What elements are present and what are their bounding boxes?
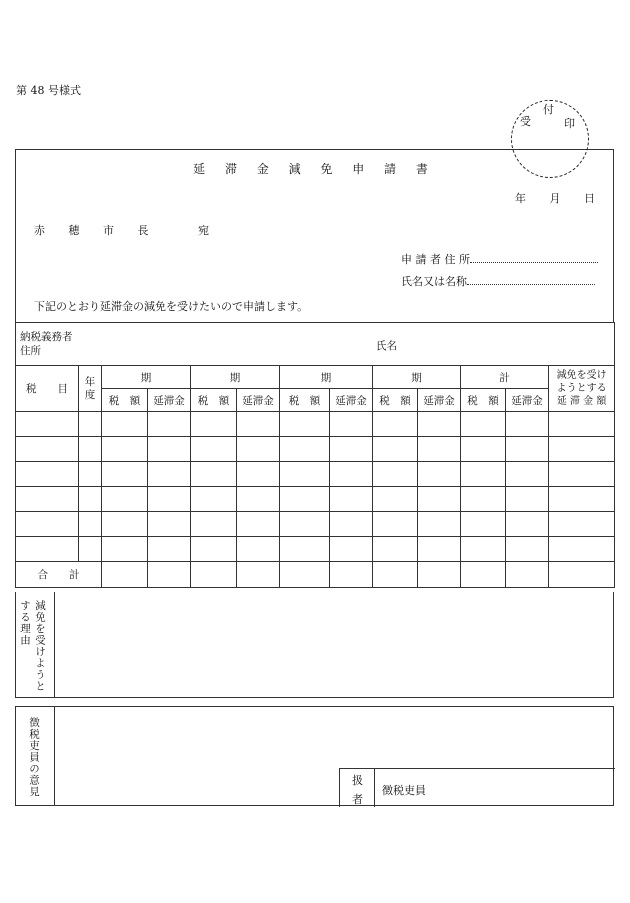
tax-amount-header: 税 額 (191, 389, 237, 412)
late-fee-header: 延滞金 (330, 389, 373, 412)
table-cell[interactable] (330, 537, 373, 562)
late-fee-header: 延滞金 (237, 389, 280, 412)
table-row (16, 537, 615, 562)
late-fee-header: 延滞金 (148, 389, 191, 412)
table-cell[interactable] (330, 437, 373, 462)
table-cell[interactable] (79, 487, 102, 512)
exemption-reason-label: 減免を受けようとする理由 (19, 600, 46, 692)
table-cell[interactable] (237, 487, 280, 512)
applicant-address-label: 申 請 者 住 所 (401, 253, 470, 266)
table-cell[interactable] (102, 562, 148, 588)
taxpayer-label: 納税義務者 (20, 331, 73, 343)
table-cell[interactable] (549, 462, 615, 487)
addressee-char: 長 (137, 224, 149, 237)
taxpayer-info[interactable] (16, 323, 615, 366)
table-cell[interactable] (280, 437, 330, 462)
addressee-char: 穂 (68, 224, 80, 237)
table-cell[interactable] (506, 537, 549, 562)
taxpayer-name-label: 氏名 (376, 340, 397, 352)
table-cell[interactable] (373, 412, 418, 437)
table-cell[interactable] (79, 512, 102, 537)
year-header-char: 年 (84, 375, 96, 388)
period-header: 期 (373, 366, 461, 389)
table-cell[interactable] (148, 412, 191, 437)
table-cell[interactable] (418, 512, 461, 537)
table-cell[interactable] (148, 487, 191, 512)
period-header: 期 (191, 366, 280, 389)
table-cell[interactable] (280, 412, 330, 437)
table-cell[interactable] (549, 437, 615, 462)
table-cell[interactable] (373, 512, 418, 537)
table-cell[interactable] (549, 537, 615, 562)
table-cell[interactable] (148, 512, 191, 537)
period-header: 期 (280, 366, 373, 389)
exemption-reason-label-cell (16, 592, 55, 697)
applicant-name-input[interactable] (467, 274, 595, 285)
table-cell[interactable] (418, 412, 461, 437)
table-cell[interactable] (549, 487, 615, 512)
tax-amount-header: 税 額 (373, 389, 418, 412)
table-cell[interactable] (191, 462, 237, 487)
table-cell[interactable] (16, 487, 79, 512)
table-cell[interactable] (16, 437, 79, 462)
table-cell[interactable] (461, 462, 506, 487)
exemption-reason-section (15, 592, 614, 698)
table-cell[interactable] (79, 437, 102, 462)
table-cell[interactable] (191, 512, 237, 537)
table-cell[interactable] (330, 512, 373, 537)
table-cell[interactable] (280, 562, 330, 588)
late-fee-table (15, 322, 615, 588)
applicant-name-label: 氏名又は名称 (401, 275, 467, 288)
addressee-char: 市 (103, 224, 114, 237)
table-cell[interactable] (506, 462, 549, 487)
table-cell[interactable] (549, 412, 615, 437)
table-cell[interactable] (79, 412, 102, 437)
stamp-char-top: 付 (543, 103, 554, 116)
document-title: 延 滞 金 減 免 申 請 書 (193, 162, 436, 176)
form-number: 第 48 号様式 (16, 84, 81, 97)
exempt-header-line: 減免を受け (556, 370, 607, 381)
drafter-label (340, 769, 375, 807)
table-cell[interactable] (330, 487, 373, 512)
application-statement: 下記のとおり延滞金の減免を受けたいので申請します。 (34, 300, 309, 313)
table-cell[interactable] (280, 512, 330, 537)
table-cell[interactable] (191, 537, 237, 562)
grand-total-label: 合 計 (16, 562, 102, 588)
table-cell[interactable] (79, 462, 102, 487)
table-cell[interactable] (237, 437, 280, 462)
exemption-reason-input[interactable] (55, 592, 613, 697)
table-cell[interactable] (418, 462, 461, 487)
table-cell[interactable] (461, 487, 506, 512)
table-cell[interactable] (280, 487, 330, 512)
table-cell[interactable] (191, 562, 237, 588)
table-cell[interactable] (506, 437, 549, 462)
drafter-name: 徴税吏員 (382, 784, 426, 797)
table-cell[interactable] (506, 562, 549, 588)
table-cell[interactable] (16, 512, 79, 537)
period-header: 期 (102, 366, 191, 389)
opinion-input[interactable] (55, 707, 613, 768)
table-cell[interactable] (237, 512, 280, 537)
table-cell[interactable] (461, 512, 506, 537)
table-cell[interactable] (373, 462, 418, 487)
table-cell[interactable] (237, 562, 280, 588)
table-cell[interactable] (373, 437, 418, 462)
table-cell[interactable] (148, 537, 191, 562)
stamp-char-right: 印 (564, 117, 575, 130)
table-cell[interactable] (79, 537, 102, 562)
table-cell[interactable] (191, 437, 237, 462)
tax-item-header: 税 目 (16, 366, 79, 412)
tax-amount-header: 税 額 (280, 389, 330, 412)
table-row (16, 487, 615, 512)
table-cell[interactable] (506, 412, 549, 437)
total-row (16, 562, 615, 588)
opinion-label-cell (16, 707, 55, 805)
applicant-address-input[interactable] (470, 252, 598, 263)
tax-officer-opinion-section (15, 706, 614, 806)
table-cell[interactable] (102, 537, 148, 562)
table-cell[interactable] (461, 412, 506, 437)
year-header (79, 366, 102, 412)
applicant-address-field[interactable] (401, 251, 598, 267)
table-cell[interactable] (461, 562, 506, 588)
table-row (16, 437, 615, 462)
table-cell[interactable] (280, 462, 330, 487)
table-cell[interactable] (418, 437, 461, 462)
application-header (15, 149, 614, 323)
table-cell[interactable] (506, 512, 549, 537)
table-cell[interactable] (102, 487, 148, 512)
table-cell[interactable] (16, 412, 79, 437)
stamp-char-left: 受 (520, 115, 531, 128)
table-cell[interactable] (148, 562, 191, 588)
table-cell[interactable] (102, 412, 148, 437)
addressee (34, 222, 229, 238)
table-cell[interactable] (418, 487, 461, 512)
table-cell[interactable] (16, 537, 79, 562)
late-fee-header: 延滞金 (506, 389, 549, 412)
table-cell[interactable] (418, 537, 461, 562)
taxpayer-address-label: 住所 (20, 345, 41, 357)
tax-amount-header: 税 額 (461, 389, 506, 412)
table-cell[interactable] (102, 462, 148, 487)
tax-amount-header: 税 額 (102, 389, 148, 412)
addressee-char: 赤 (34, 224, 45, 237)
table-cell[interactable] (102, 512, 148, 537)
table-cell[interactable] (461, 437, 506, 462)
table-cell[interactable] (280, 537, 330, 562)
table-cell[interactable] (418, 562, 461, 588)
drafter-label-char: 者 (352, 793, 363, 806)
exempt-amount-header (549, 366, 615, 412)
drafter-field[interactable] (339, 768, 615, 807)
late-fee-header: 延滞金 (418, 389, 461, 412)
table-cell[interactable] (237, 462, 280, 487)
opinion-label: 徴税吏員の意見 (28, 717, 40, 798)
table-cell[interactable] (237, 537, 280, 562)
year-header-char: 度 (84, 388, 96, 401)
table-cell[interactable] (330, 412, 373, 437)
table-cell[interactable] (148, 462, 191, 487)
table-cell[interactable] (549, 562, 615, 588)
table-cell[interactable] (191, 487, 237, 512)
table-cell[interactable] (506, 487, 549, 512)
table-cell[interactable] (549, 512, 615, 537)
table-cell[interactable] (102, 437, 148, 462)
table-cell[interactable] (191, 412, 237, 437)
table-row (16, 412, 615, 437)
addressee-char: 宛 (198, 224, 209, 237)
table-cell[interactable] (237, 412, 280, 437)
table-cell[interactable] (148, 437, 191, 462)
table-cell[interactable] (373, 537, 418, 562)
table-row (16, 462, 615, 487)
drafter-label-char: 扱 (352, 774, 363, 787)
table-cell[interactable] (330, 462, 373, 487)
applicant-name-field[interactable] (401, 273, 595, 289)
table-row (16, 512, 615, 537)
table-cell[interactable] (373, 487, 418, 512)
table-cell[interactable] (16, 462, 79, 487)
table-cell[interactable] (330, 562, 373, 588)
exempt-header-line: 延 滞 金 額 (556, 396, 607, 407)
date-field[interactable]: 年 月 日 (515, 192, 595, 205)
table-cell[interactable] (373, 562, 418, 588)
table-cell[interactable] (461, 537, 506, 562)
exempt-header-line: ようとする (556, 383, 607, 394)
total-header: 計 (461, 366, 549, 389)
